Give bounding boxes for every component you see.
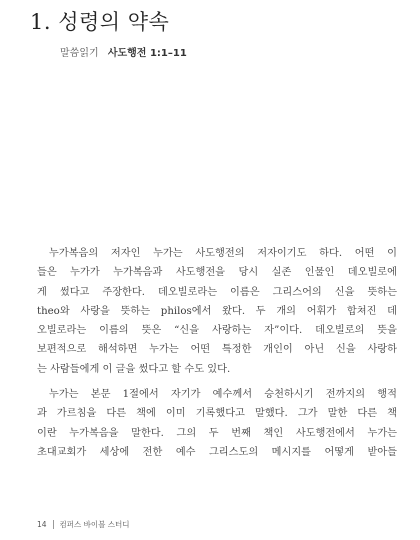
text-line: 게 썼다고 주장한다. 데오빌로라는 이름은 그리스어의 신을 뜻하는 <box>37 286 397 298</box>
book-title: 컴퍼스 바이블 스터디 <box>59 520 130 529</box>
paragraph <box>37 385 397 462</box>
scripture-reading <box>60 44 187 59</box>
scripture-reference: 사도행전 1:1–11 <box>107 48 187 59</box>
text-line: 들은 누가가 누가복음과 사도행전을 당시 실존 인물인 데오빌로에 <box>37 267 397 279</box>
text-line: 초대교회가 세상에 전한 예수 그리스도의 메시지를 어떻게 받아들 <box>37 446 397 458</box>
paragraph <box>37 244 397 379</box>
reading-label: 말씀읽기 <box>60 48 99 59</box>
chapter-title: 1. 성령의 약속 <box>30 10 170 34</box>
text-line: 오빌로라는 이름의 뜻은 “신을 사랑하는 자”이다. 데오빌로의 뜻을 <box>37 325 397 337</box>
page-footer <box>37 519 130 530</box>
text-line: 누가복음의 저자인 누가는 사도행전의 저자이기도 하다. 어떤 이 <box>49 248 397 259</box>
body-text <box>37 244 397 462</box>
text-line: 보편적으로 해석하면 누가는 어떤 특정한 개인이 아닌 신을 사랑하 <box>37 344 397 356</box>
text-line: theo와 사랑을 뜻하는 philos에서 왔다. 두 개의 어휘가 합쳐진 데 <box>37 305 397 317</box>
text-line: 누가는 본문 1절에서 자기가 예수께서 승천하시기 전까지의 행적 <box>49 389 397 401</box>
page-number: 14 <box>37 520 47 529</box>
text-line: 이란 누가복음을 말한다. 그의 두 번째 책인 사도행전에서 누가는 <box>37 427 397 439</box>
text-line: 과 가르침을 다른 책에 이미 기록했다고 말했다. 그가 말한 다른 책 <box>37 408 397 420</box>
footer-divider <box>53 520 54 529</box>
text-line: 는 사람들에게 이 글을 썼다고 할 수도 있다. <box>37 363 231 375</box>
